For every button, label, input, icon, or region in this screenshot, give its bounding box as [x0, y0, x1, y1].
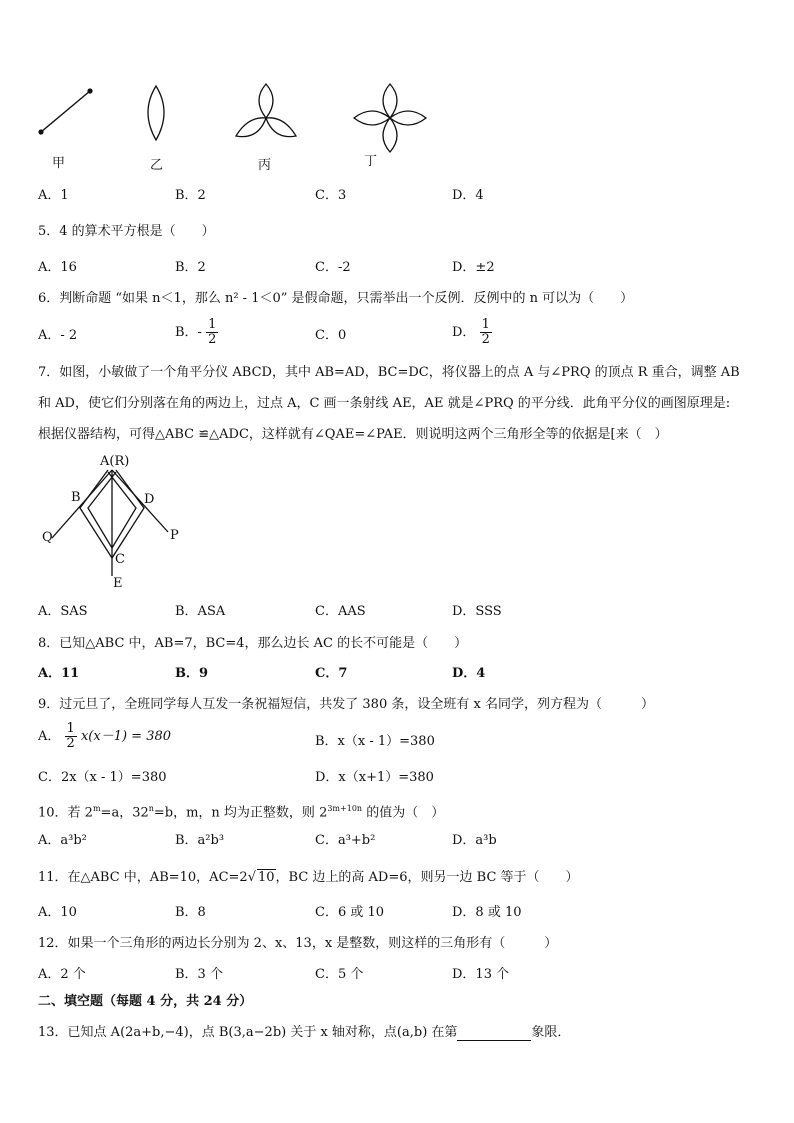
- q13-text-2: 象限．: [531, 1025, 571, 1040]
- q10-exp-3: 3m+10n: [327, 804, 363, 813]
- q7-label-b: B: [71, 490, 81, 505]
- q10-exp-1: m: [92, 804, 101, 813]
- q11-option-d[interactable]: D．8 或 10: [452, 905, 522, 920]
- q6-option-b-fraction: [206, 318, 218, 347]
- q10-option-a[interactable]: A．a³b²: [38, 833, 87, 848]
- q10-text-3: =b，m，n 均为正整数，则 2: [153, 805, 328, 821]
- q7-option-d[interactable]: D．SSS: [452, 604, 502, 619]
- q4-option-b[interactable]: B．2: [175, 188, 206, 203]
- q12-option-a[interactable]: A．2 个: [38, 967, 86, 982]
- fraction-denominator: 2: [481, 332, 490, 347]
- q8-stem: 8．已知△ABC 中，AB=7，BC=4，那么边长 AC 的长不可能是（ ）: [38, 636, 468, 651]
- q7-option-c[interactable]: C．AAS: [315, 604, 366, 619]
- figure-three-petal: [236, 84, 296, 137]
- fraction-numerator: 1: [481, 317, 490, 332]
- q5-option-a[interactable]: A．16: [38, 260, 77, 275]
- fraction-numerator: 1: [66, 721, 75, 736]
- q9-option-a-rest: x(x－1) = 380: [80, 729, 172, 744]
- q11-option-b[interactable]: B．8: [175, 905, 206, 920]
- q10-option-b[interactable]: B．a²b³: [175, 833, 225, 848]
- fraction-numerator: 1: [208, 317, 217, 332]
- q10-exp-2: n: [148, 804, 154, 813]
- q12-option-c[interactable]: C．5 个: [315, 967, 364, 982]
- q7-angle-bisector-figure: [0, 450, 220, 600]
- q8-option-d[interactable]: D．4: [452, 666, 486, 681]
- q10-option-c[interactable]: C．a³+b²: [315, 833, 376, 848]
- q9-stem: 9．过元旦了，全班同学每人互发一条祝福短信，共发了 380 条，设全班有 x 名同学，列方程为（ ）: [38, 697, 654, 712]
- q11-stem: [38, 869, 579, 886]
- q10-text-1: 10．若 2: [38, 805, 93, 821]
- q7-line-1: 7．如图，小敏做了一个角平分仪 ABCD，其中 AB=AD，BC=DC，将仪器上的点 A 与∠PRQ 的顶点 R 重合，调整 AB: [38, 365, 740, 380]
- q4-figures: [0, 70, 794, 180]
- q11-radicand: 10: [257, 870, 275, 885]
- q13-answer-blank[interactable]: [457, 1028, 531, 1041]
- q7-line-3: 根据仪器结构，可得△ABC ≌△ADC，这样就有∠QAE=∠PAE．则说明这两个三角形全等的依据是[来（ ）: [38, 427, 668, 442]
- q6-option-b-prefix: B．-: [175, 325, 202, 340]
- q7-option-a[interactable]: A．SAS: [38, 604, 88, 619]
- q10-stem: [38, 801, 444, 821]
- q8-option-b[interactable]: B．9: [175, 666, 209, 681]
- q10-option-d[interactable]: D．a³b: [452, 833, 497, 848]
- fraction-denominator: 2: [66, 736, 75, 751]
- fraction-denominator: 2: [208, 332, 217, 347]
- q7-option-b[interactable]: B．ASA: [175, 604, 226, 619]
- q6-option-a[interactable]: A．- 2: [38, 328, 78, 343]
- q7-label-p: P: [170, 528, 179, 543]
- q13-stem: [38, 1025, 570, 1041]
- q7-label-d: D: [144, 492, 155, 507]
- q5-stem: 5．4 的算术平方根是（ ）: [38, 224, 215, 239]
- q11-text-1: 11．在△ABC 中，AB=10，AC=2: [38, 870, 248, 885]
- q4-option-a[interactable]: A．1: [38, 188, 69, 203]
- q13-text-1: 13．已知点 A(2a+b,−4)，点 B(3,a−2b) 关于 x 轴对称，点(a,b) 在第: [38, 1025, 458, 1040]
- q12-option-b[interactable]: B．3 个: [175, 967, 223, 982]
- q7-label-a: A(R): [100, 454, 130, 469]
- q7-label-q: Q: [42, 530, 53, 545]
- q10-text-2: =a，32: [100, 805, 149, 821]
- q8-option-c[interactable]: C．7: [315, 666, 348, 681]
- q6-option-d-fraction: [480, 318, 492, 347]
- q9-option-a-prefix: A．: [38, 729, 61, 744]
- q8-option-a[interactable]: A．11: [38, 666, 80, 681]
- q7-label-e: E: [113, 576, 123, 591]
- q5-option-c[interactable]: C．-2: [315, 260, 351, 275]
- q6-stem: 6．判断命题 “如果 n＜1，那么 n² - 1＜0” 是假命题，只需举出一个反例．反例中的 n 可以为（ ）: [38, 291, 634, 306]
- q11-text-2: ，BC 边上的高 AD=6，则另一边 BC 等于（ ）: [275, 870, 579, 885]
- q7-label-c: C: [115, 552, 125, 567]
- section-title-fill-in: 二、填空题（每题 4 分，共 24 分）: [38, 994, 253, 1009]
- q9-option-c[interactable]: C．2x（x - 1）=380: [38, 770, 167, 785]
- figure-segment: [38, 88, 92, 134]
- q12-stem: 12．如果一个三角形的两边长分别为 2、x、13，x 是整数，则这样的三角形有（ ）: [38, 936, 558, 951]
- q5-option-b[interactable]: B．2: [175, 260, 206, 275]
- q9-option-a[interactable]: [38, 722, 171, 751]
- q6-option-b[interactable]: [175, 318, 218, 347]
- q6-option-c[interactable]: C．0: [315, 328, 347, 343]
- figure-four-petal: [354, 84, 426, 152]
- figure-label-yi: 乙: [150, 158, 164, 173]
- q11-option-c[interactable]: C．6 或 10: [315, 905, 385, 920]
- q5-option-d[interactable]: D．±2: [452, 260, 495, 275]
- q4-option-c[interactable]: C．3: [315, 188, 347, 203]
- sqrt-sign: √: [247, 870, 256, 885]
- q9-option-a-fraction: [65, 722, 77, 751]
- figure-label-ding: 丁: [364, 154, 378, 169]
- q9-option-d[interactable]: D．x（x+1）=380: [315, 770, 434, 785]
- q11-option-a[interactable]: A．10: [38, 905, 77, 920]
- q10-text-4: 的值为（ ）: [362, 805, 445, 821]
- q6-option-d-prefix: D．: [452, 325, 476, 340]
- q12-option-d[interactable]: D．13 个: [452, 967, 510, 982]
- q9-option-b[interactable]: B．x（x - 1）=380: [315, 734, 435, 749]
- figure-label-bing: 丙: [258, 158, 272, 173]
- figure-lens: [148, 86, 164, 140]
- q4-option-d[interactable]: D．4: [452, 188, 484, 203]
- q7-line-2: 和 AD，使它们分别落在角的两边上，过点 A，C 画一条射线 AE，AE 就是∠PRQ 的平分线．此角平分仪的画图原理是:: [38, 396, 731, 411]
- figure-label-jia: 甲: [52, 156, 66, 171]
- q6-option-d[interactable]: [452, 318, 492, 347]
